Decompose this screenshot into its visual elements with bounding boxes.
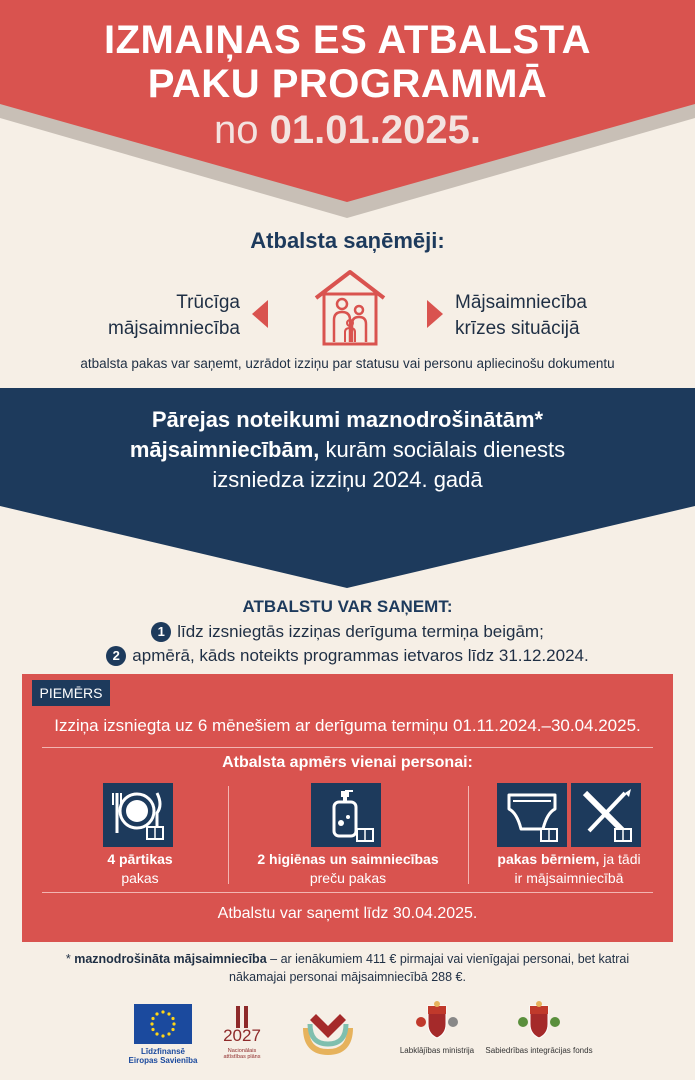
example-tag: PIEMĒRS	[32, 680, 110, 706]
pack-food-bold: 4 pārtikas	[107, 851, 173, 867]
hygiene-pack-icon	[311, 783, 381, 847]
ministry-coat-of-arms-icon	[414, 1000, 460, 1040]
transition-bold-1: Pārejas noteikumi maznodrošinātām*	[151, 407, 544, 432]
deadline-text: Atbalstu var saņemt līdz 30.04.2025.	[217, 905, 478, 922]
transition-line-3: izsniedza izziņu 2024. gadā	[212, 467, 483, 492]
number-badge-1: 1	[151, 622, 171, 642]
food-pack-icon	[103, 783, 173, 847]
effective-date	[0, 108, 695, 153]
transition-bold-2: mājsaimniecībām,	[129, 437, 320, 462]
nap-caption-line2: attīstības plāns	[223, 1054, 261, 1060]
pack-label-hygiene	[236, 850, 460, 888]
pack-label-food	[60, 850, 220, 888]
recipient-right-line1: Mājsaimniecība	[455, 292, 587, 313]
nap-year: 2027	[223, 1026, 261, 1045]
condition-text-2: apmērā, kāds noteikts programmas ietvaros līdz 31.12.2024.	[132, 646, 589, 665]
footnote	[40, 950, 655, 986]
recipient-left-line2: mājsaimniecība	[108, 318, 240, 339]
pack-label-children	[474, 850, 664, 888]
recipient-poor-household	[70, 290, 240, 342]
divider	[42, 747, 653, 748]
nap-caption	[214, 1048, 270, 1060]
date-prefix: no	[214, 108, 259, 152]
recipients-heading: Atbalsta saņēmēji:	[250, 228, 445, 253]
eu-caption-line2: Eiropas Savienība	[128, 1056, 198, 1065]
eu-caption-line1: Līdzfinansē	[140, 1047, 185, 1056]
recipient-left-line1: Trūcīga	[176, 292, 240, 313]
pack-food-normal: pakas	[121, 870, 159, 886]
condition-text-1: līdz izsniegtās izziņas derīguma termiņa beigām;	[177, 622, 544, 641]
pack-children-bold: pakas bērniem,	[497, 851, 600, 867]
recipient-crisis-household	[455, 290, 655, 342]
page-title-line2: PAKU PROGRAMMĀ	[147, 62, 548, 106]
recipients-note: atbalsta pakas var saņemt, uzrādot izziņu par statusu vai personu apliecinošu dokumentu	[80, 356, 615, 371]
fund-caption: Sabiedrības integrācijas fonds	[485, 1046, 593, 1055]
conditions-heading: ATBALSTU VAR SAŅEMT:	[242, 597, 453, 616]
pack-hygiene-normal: preču pakas	[309, 870, 387, 886]
pack-children-normal: ir mājsaimniecībā	[514, 870, 624, 886]
number-badge-2: 2	[106, 646, 126, 666]
condition-item-2	[0, 646, 695, 666]
recipient-right-line2: krīzes situācijā	[455, 318, 580, 339]
transition-normal-2: kurām sociālais dienests	[325, 437, 566, 462]
date-value: 01.01.2025.	[269, 108, 481, 152]
pack-children-inline: ja tādi	[603, 851, 641, 867]
arrow-right-icon	[427, 300, 443, 328]
eu-caption	[120, 1047, 206, 1065]
family-house-icon	[312, 268, 388, 348]
school-supplies-icon	[571, 783, 641, 847]
pack-hygiene-bold: 2 higiēnas un saimniecības	[257, 851, 439, 867]
transition-text	[0, 405, 695, 495]
example-certificate-line: Izziņa izsniegta uz 6 mēnešiem ar derīguma termiņu 01.11.2024.–30.04.2025.	[54, 716, 641, 735]
ministry-caption: Labklājības ministrija	[399, 1046, 475, 1055]
nap-caption-line1: Nacionālais	[227, 1048, 257, 1054]
eu-flag-logo	[134, 1004, 192, 1044]
divider	[468, 786, 469, 884]
program-logo	[302, 1008, 354, 1056]
footnote-text: – ar ienākumiem 411 € pirmajai vai vienīgajai personai, bet katrai nākamajai personai mājsaimniecībā 288 €.	[229, 952, 630, 984]
amount-heading: Atbalsta apmērs vienai personai:	[222, 754, 473, 771]
condition-item-1	[0, 622, 695, 642]
divider	[228, 786, 229, 884]
fund-coat-of-arms-icon	[516, 1000, 562, 1040]
page-title-line1: IZMAIŅAS ES ATBALSTA	[103, 18, 591, 62]
arrow-left-icon	[252, 300, 268, 328]
footnote-term: maznodrošināta mājsaimniecība	[74, 952, 267, 966]
diaper-icon	[497, 783, 567, 847]
divider	[42, 892, 653, 893]
footnote-star: *	[65, 952, 71, 966]
